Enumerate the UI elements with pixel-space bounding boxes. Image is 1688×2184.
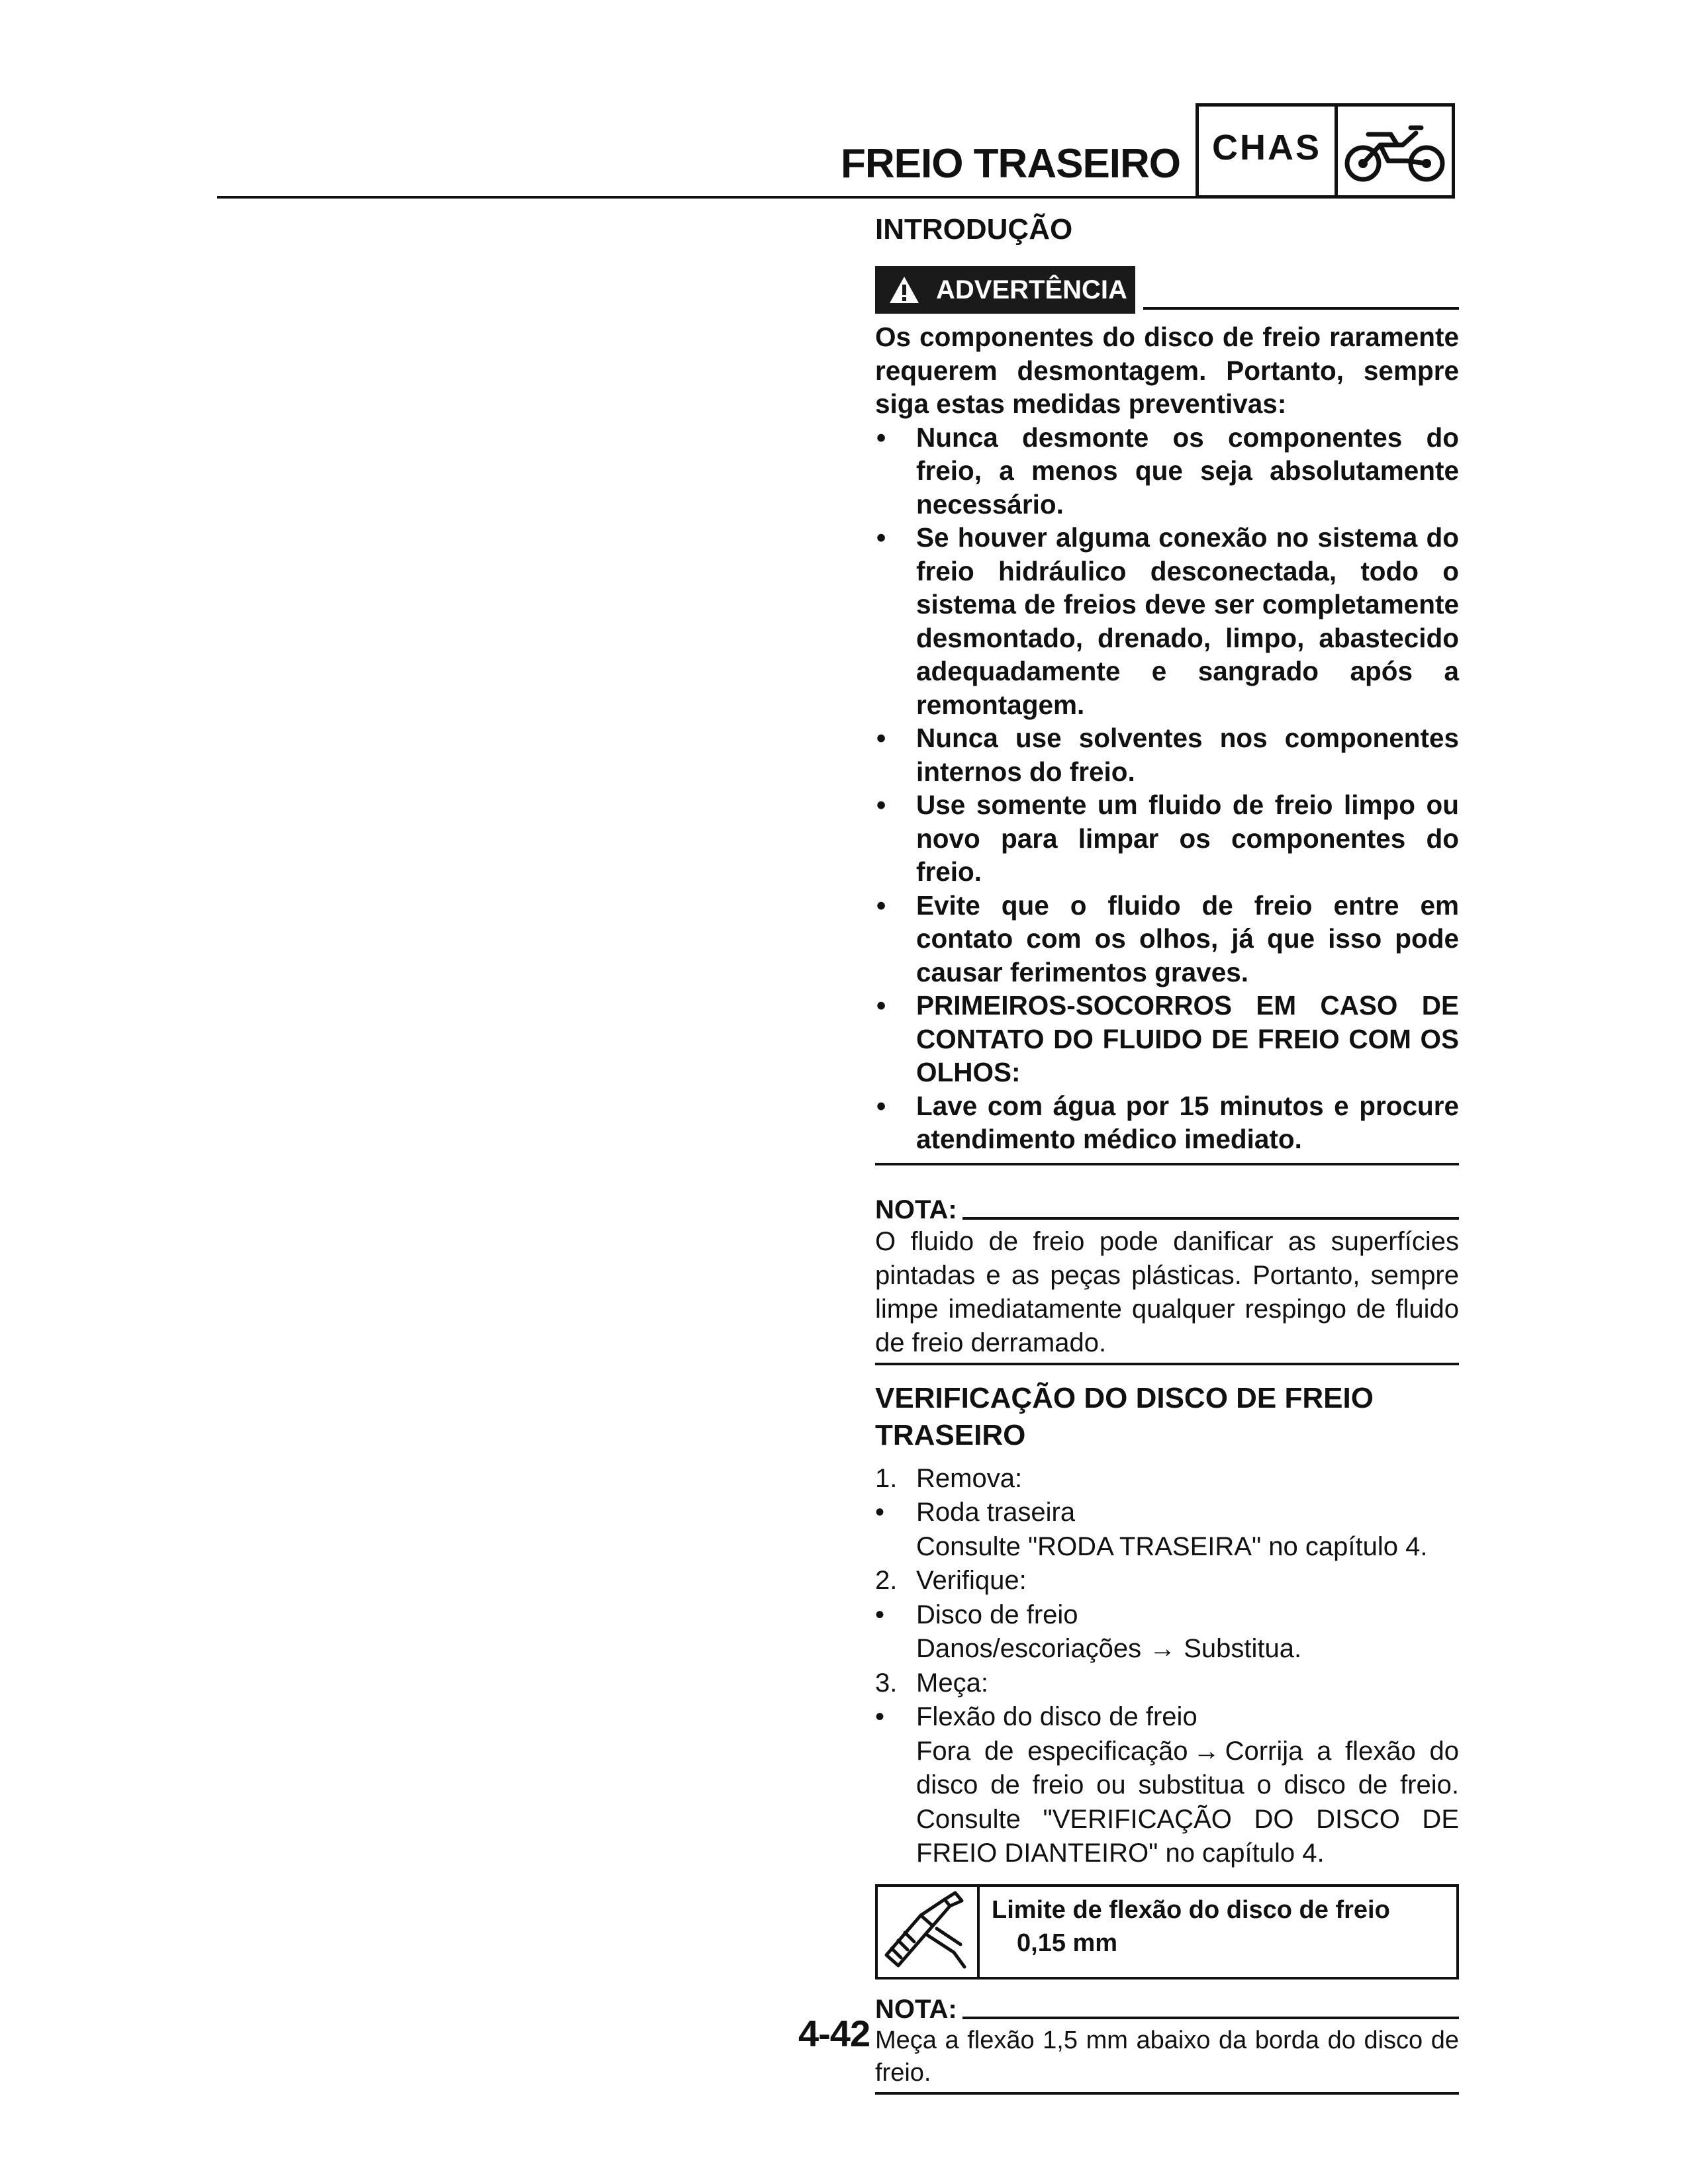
step-condition: Fora de especificação [916, 1736, 1188, 1766]
note-label: NOTA: [875, 1195, 957, 1224]
note-text: O fluido de freio pode danificar as superfícies pintadas e as peças plásticas. Portanto, sempre limpe imediatamente qualquer respingo de fluido de freio derramado. [875, 1226, 1459, 1357]
list-item: • Nunca desmonte os componentes do freio, a menos que seja absolutamente necessário. [875, 421, 1459, 522]
step-number: 2. [875, 1566, 898, 1595]
note-label: NOTA: [875, 1994, 957, 2024]
note-rule [962, 1217, 1459, 1220]
check-heading-line: TRASEIRO [875, 1418, 1026, 1451]
note-end-rule [875, 2092, 1459, 2095]
caliper-gauge-icon [878, 1887, 980, 1977]
step-text: Verifique: [916, 1566, 1027, 1595]
list-item: • PRIMEIROS-SOCORROS EM CASO DE CONTATO DO FLUIDO DE FREIO COM OS OLHOS: [875, 989, 1459, 1089]
step-action: Corrija a flexão do disco de freio ou substitua o disco de freio. Consulte "VERIFICAÇÃO DO DISCO DE FREIO DIANTEIRO" no capítulo 4. [916, 1736, 1460, 1868]
motorcycle-icon [1338, 107, 1452, 195]
section-title: FREIO TRASEIRO [841, 141, 1181, 187]
warning-triangle-icon [888, 275, 920, 304]
arrow-right-icon: → [1149, 1634, 1176, 1663]
check-heading [875, 1380, 1459, 1454]
content-column [875, 199, 1459, 2095]
note-header [875, 1991, 1459, 2025]
intro-heading: INTRODUÇÃO [875, 213, 1073, 246]
note-header [875, 1192, 1459, 1225]
step-reference: Consulte "RODA TRASEIRA" no capítulo 4. [916, 1531, 1428, 1561]
check-heading-line: VERIFICAÇÃO DO DISCO DE FREIO [875, 1381, 1374, 1414]
warning-text: Os componentes do disco de freio raramente requerem desmontagem. Portanto, sempre siga estas medidas preventivas: [875, 322, 1459, 419]
spec-box [875, 1884, 1459, 1979]
list-item: • Use somente um fluido de freio limpo ou novo para limpar os componentes do freio. [875, 788, 1459, 889]
step-item: Roda traseira [916, 1498, 1076, 1527]
spec-value: 0,15 mm [1017, 1929, 1118, 1957]
bullet: • [875, 1600, 885, 1629]
warning-badge [875, 266, 1135, 314]
note-rule [962, 2017, 1459, 2019]
arrow-right-icon: → [1193, 1736, 1220, 1766]
step-number: 3. [875, 1668, 898, 1698]
chapter-code: CHAS [1199, 107, 1338, 195]
spec-text [980, 1887, 1390, 1977]
step-text: Meça: [916, 1668, 988, 1698]
bullet: • [875, 1702, 885, 1731]
step-item: Disco de freio [916, 1600, 1078, 1629]
step-number: 1. [875, 1463, 898, 1493]
list-item: • Lave com água por 15 minutos e procure atendimento médico imediato. [875, 1089, 1459, 1156]
bullet: • [875, 1498, 885, 1527]
list-item: • Evite que o fluido de freio entre em contato com os olhos, já que isso pode causar ferimentos graves. [875, 889, 1459, 989]
warning-label: ADVERTÊNCIA [936, 275, 1127, 304]
check-steps [875, 1462, 1459, 1871]
warning-end-rule [875, 1163, 1459, 1165]
warning-body [875, 320, 1459, 1156]
step-action: Substitua. [1184, 1634, 1302, 1663]
spec-label: Limite de flexão do disco de freio [992, 1895, 1390, 1924]
note-end-rule [875, 1363, 1459, 1365]
page-number: 4-42 [798, 2013, 870, 2054]
warning-bullets [875, 421, 1459, 1156]
step-item: Flexão do disco de freio [916, 1702, 1197, 1731]
step-text: Remova: [916, 1463, 1023, 1493]
list-item: • Nunca use solventes nos componentes internos do freio. [875, 721, 1459, 788]
step-condition: Danos/escoriações [916, 1634, 1142, 1663]
note-text: Meça a flexão 1,5 mm abaixo da borda do disco de freio. [875, 2026, 1459, 2087]
warning-rule [1143, 307, 1459, 310]
chapter-tab [1196, 103, 1455, 199]
list-item: • Se houver alguma conexão no sistema do freio hidráulico desconectada, todo o sistema de freios deve ser completamente desmontado, drenado, limpo, abastecido adequadamente e sangrado após a remontagem. [875, 521, 1459, 721]
warning-header [875, 266, 1459, 314]
